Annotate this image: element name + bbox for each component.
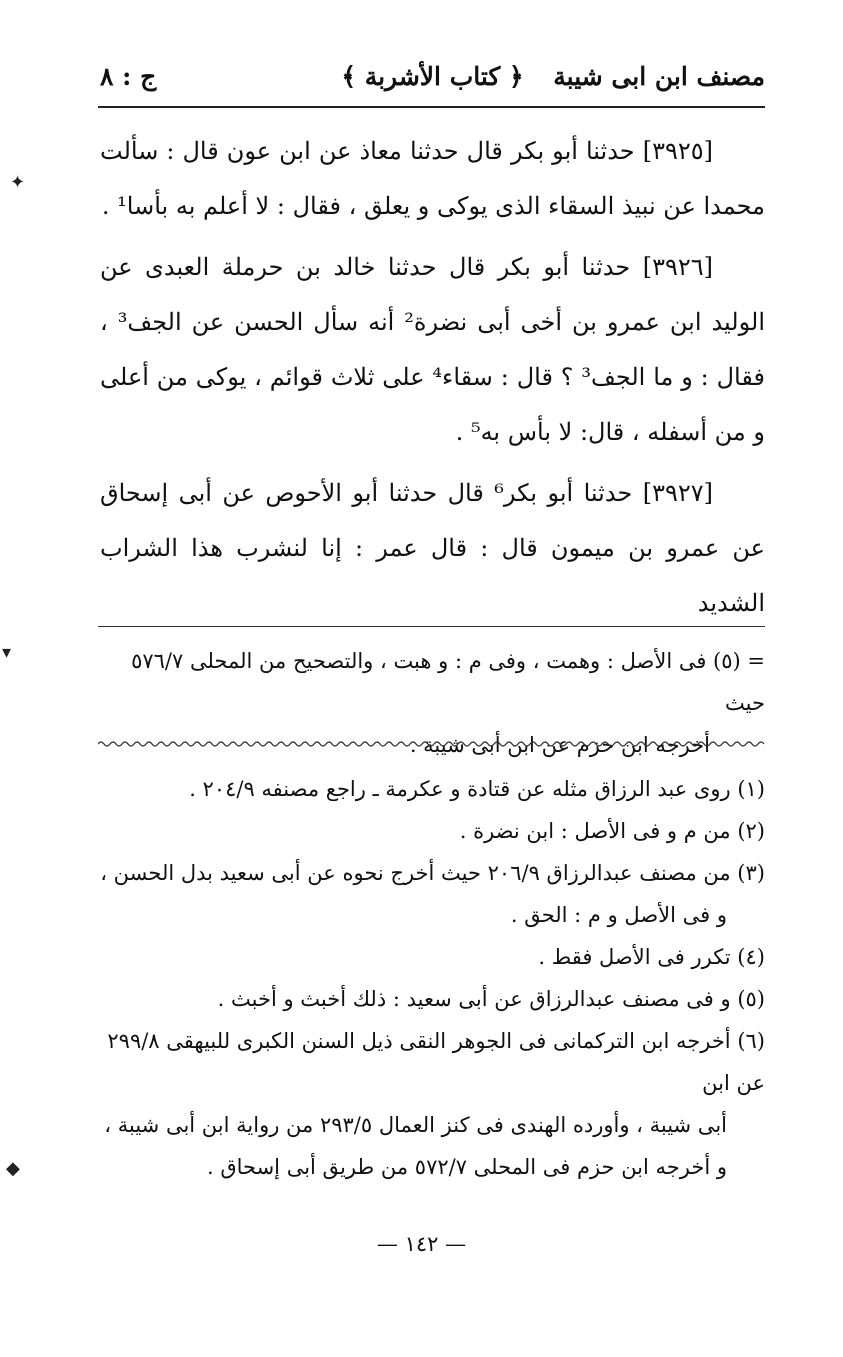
- hadith-3927: [٣٩٢٧] حدثنا أبو بكر⁶ قال حدثنا أبو الأحوص عن أبى إسحاق عن عمرو بن ميمون قال : قال عمر : إنا لنشرب هذا الشراب الشديد: [100, 479, 765, 617]
- chapter-title: ﴿ كتاب الأشربة ﴾: [341, 62, 524, 91]
- hadith-3925: [٣٩٢٥] حدثنا أبو بكر قال حدثنا معاذ عن ابن عون قال : سألت محمدا عن نبيذ السقاء الذى يوكى و يعلق ، فقال : لا أعلم به بأسا¹ .: [100, 137, 765, 220]
- footnotes: [100, 768, 765, 1188]
- main-text: [100, 124, 765, 637]
- volume-number: ج : ٨: [100, 62, 157, 91]
- margin-mark-icon: ✦: [10, 172, 26, 193]
- continued-footnote-line: = (٥) فى الأصل : وهمت ، وفى م : و هبت ، والتصحيح من المحلى ٥٧٦/٧ حيث: [131, 649, 765, 715]
- footnote-3: (٣) من مصنف عبدالرزاق ٢٠٦/٩ حيث أخرج نحوه عن أبى سعيد بدل الحسن ،: [100, 861, 765, 885]
- continued-footnote-line: أخرجه ابن حزم عن ابن أبى شيبة .: [409, 733, 710, 757]
- header-divider: [98, 106, 765, 108]
- page-number: — ١٤٢ —: [376, 1232, 467, 1256]
- margin-mark-icon: ▾: [2, 642, 12, 663]
- book-title: مصنف ابن ابى شيبة: [553, 62, 765, 91]
- footnote-5: (٥) و فى مصنف عبدالرزاق عن أبى سعيد : ذلك أخبث و أخبث .: [217, 987, 765, 1011]
- hadith-3926: [٣٩٢٦] حدثنا أبو بكر قال حدثنا خالد بن حرملة العبدى عن الوليد ابن عمرو بن أخى أبى نضرة² أنه سأل الحسن عن الجف³ ، فقال : و ما الجف³ ؟ قال : سقاء⁴ على ثلاث قوائم ، يوكى من أعلى و من أسفله ، قال: لا بأس به⁵ .: [100, 253, 765, 446]
- footnote-divider: [98, 626, 765, 627]
- margin-mark-icon: ◆: [6, 1158, 20, 1179]
- footnote-2: (٢) من م و فى الأصل : ابن نضرة .: [459, 819, 765, 843]
- footnote-1: (١) روى عبد الرزاق مثله عن قتادة و عكرمة ـ راجع مصنفه ٢٠٤/٩ .: [189, 777, 765, 801]
- footnote-6-continued: أبى شيبة ، وأورده الهندى فى كنز العمال ٢٩٣/٥ من رواية ابن أبى شيبة ،: [104, 1113, 727, 1137]
- footnote-3-continued: و فى الأصل و م : الحق .: [510, 903, 727, 927]
- footnote-6: (٦) أخرجه ابن التركمانى فى الجوهر النقى ذيل السنن الكبرى للبيهقى ٢٩٩/٨ عن ابن: [107, 1029, 765, 1095]
- footnote-4: (٤) تكرر فى الأصل فقط .: [538, 945, 765, 969]
- wavy-divider: [98, 740, 765, 748]
- running-header: [100, 62, 765, 102]
- footnote-6-continued: و أخرجه ابن حزم فى المحلى ٥٧٢/٧ من طريق أبى إسحاق .: [206, 1155, 727, 1179]
